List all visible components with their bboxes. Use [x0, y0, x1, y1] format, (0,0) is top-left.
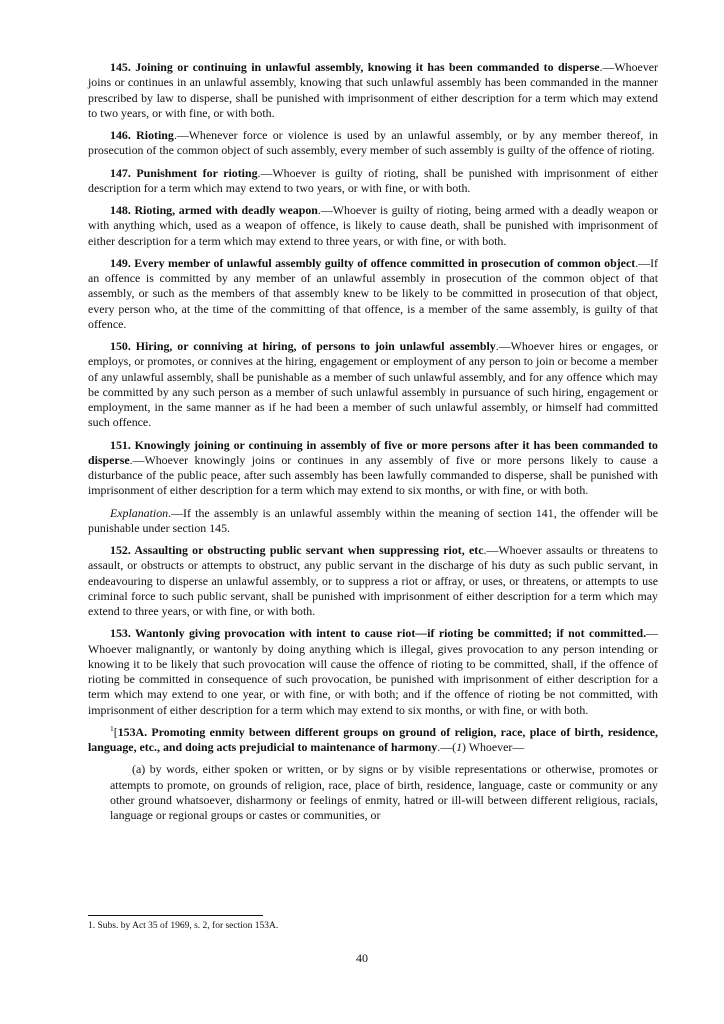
section-body: .—Whoever knowingly joins or continues in any assembly of five or more persons likely to cause a disturbance of the public peace, after such assembly has been lawfully commanded to disperse, shall be punished with imprisonment of either description for a term which may extend to six months, or with fine, or with both.	[88, 452, 658, 498]
section-heading: 149. Every member of unlawful assembly guilty of offence committed in prosecution of common object	[110, 255, 636, 270]
section-body: .—Whoever is guilty of rioting, shall be punished with imprisonment of either description for a term which may extend to two years, or with fine, or with both.	[88, 165, 658, 195]
section-lead-in: ) Whoever—	[462, 740, 525, 754]
section-147	[88, 166, 658, 197]
section-body: —Whoever malignantly, or wantonly by doing anything which is illegal, gives provocation to any person intending or knowing it to be likely that such provocation will cause the offence of rioting to be committed, shall, if the offence of rioting be committed in consequence of such provocation, be punished with imprisonment of either description for a term which may extend to one year, or with fine, or with both; and if the offence of rioting be not committed, with imprisonment of either description for a term which may extend to six months, or with fine, or with both.	[88, 626, 658, 717]
section-153a	[88, 725, 658, 756]
section-body: .—Whoever is guilty of rioting, being armed with a deadly weapon or with anything which, used as a weapon of offence, is likely to cause death, shall be punished with imprisonment of either description for a term which may extend to three years, or with fine, or with both.	[88, 203, 658, 248]
section-145	[88, 60, 658, 121]
section-heading: 152. Assaulting or obstructing public servant when suppressing riot, etc	[110, 543, 484, 557]
explanation-body: .—If the assembly is an unlawful assembly within the meaning of section 141, the offender will be punishable under section 145.	[88, 505, 658, 535]
clause-open: (	[132, 762, 136, 777]
section-heading: 153. Wantonly giving provocation with intent to cause riot—if rioting be committed; if not committed.	[110, 626, 647, 641]
clause-letter: a	[135, 762, 142, 777]
section-heading: 148. Rioting, armed with deadly weapon	[110, 203, 318, 217]
section-heading: 145. Joining or continuing in unlawful assembly, knowing it has been commanded to disperse	[110, 60, 600, 74]
document-page	[88, 60, 658, 823]
clause-a	[110, 762, 658, 823]
footnote-marker: 1	[110, 723, 114, 733]
explanation-label: Explanation	[110, 505, 169, 520]
subsection-number: 1	[456, 740, 463, 754]
footnote: 1. Subs. by Act 35 of 1969, s. 2, for section 153A.	[88, 921, 279, 931]
section-heading: 146. Rioting	[110, 128, 174, 142]
section-heading: 147. Punishment for rioting	[110, 165, 258, 180]
page-number: 40	[356, 951, 368, 965]
section-body: .—Whoever assaults or threatens to assault, or obstructs or attempts to obstruct, any public servant in the discharge of his duty as such public servant, in endeavouring to disperse an unlawful assembly, or to suppress a riot or affray, or uses, or threatens, or attempts to use criminal force to such public servant, shall be punished with imprisonment of either description for a term which may extend to three years, or with fine, or with both.	[88, 543, 659, 618]
section-heading: 153A. Promoting enmity between different groups on ground of religion, race, place of birth, residence, language, etc., and doing acts prejudicial to maintenance of harmony	[88, 724, 658, 754]
section-bracket: [	[113, 724, 118, 739]
section-150	[88, 339, 658, 431]
clause-body: ) by words, either spoken or written, or by signs or by visible representations or otherwise, promotes or attempts to promote, on grounds of religion, race, place of birth, residence, language, caste or community or any other ground whatsoever, disharmony or feelings of enmity, hatred or ill-will between different religious, racials, language or regional groups or castes or communities, or	[110, 762, 658, 822]
section-151	[88, 438, 658, 499]
section-148	[88, 203, 658, 249]
section-dash: .—(	[437, 740, 457, 754]
explanation	[88, 506, 658, 537]
section-152	[88, 543, 658, 619]
section-149	[88, 256, 658, 332]
section-body: .—If an offence is committed by any member of an unlawful assembly in prosecution of the common object of that assembly, or such as the members of that assembly knew to be likely to be committed in prosecution of that object, every person who, at the time of the committing of that offence, is a member of the same assembly, is guilty of that offence.	[88, 255, 658, 331]
section-heading: 151. Knowingly joining or continuing in assembly of five or more persons after it has been commanded to disperse	[88, 437, 658, 467]
section-body: .—Whoever hires or engages, or employs, or promotes, or connives at the hiring, engagement or employment of any person to join or become a member of any unlawful assembly, shall be punishable as a member of such unlawful assembly, and for any offence which may be committed by any such person as a member of such unlawful assembly in pursuance of such hiring, engagement or employment, in the same manner as if he had been a member of such unlawful assembly, or himself had committed such offence.	[88, 339, 658, 430]
section-heading: 150. Hiring, or conniving at hiring, of persons to join unlawful assembly	[110, 339, 496, 353]
footnote-divider	[88, 915, 263, 916]
section-153	[88, 626, 658, 718]
section-146	[88, 128, 658, 159]
section-body: .—Whenever force or violence is used by an unlawful assembly, or by any member thereof, in prosecution of the common object of such assembly, every member of such assembly is guilty of the offence of rioting.	[88, 128, 658, 158]
section-body: .—Whoever joins or continues in an unlawful assembly, knowing that such unlawful assembly has been commanded in the manner prescribed by law to disperse, shall be punished with imprisonment of either description for a term which may extend to two years, or with fine, or with both.	[88, 60, 658, 120]
